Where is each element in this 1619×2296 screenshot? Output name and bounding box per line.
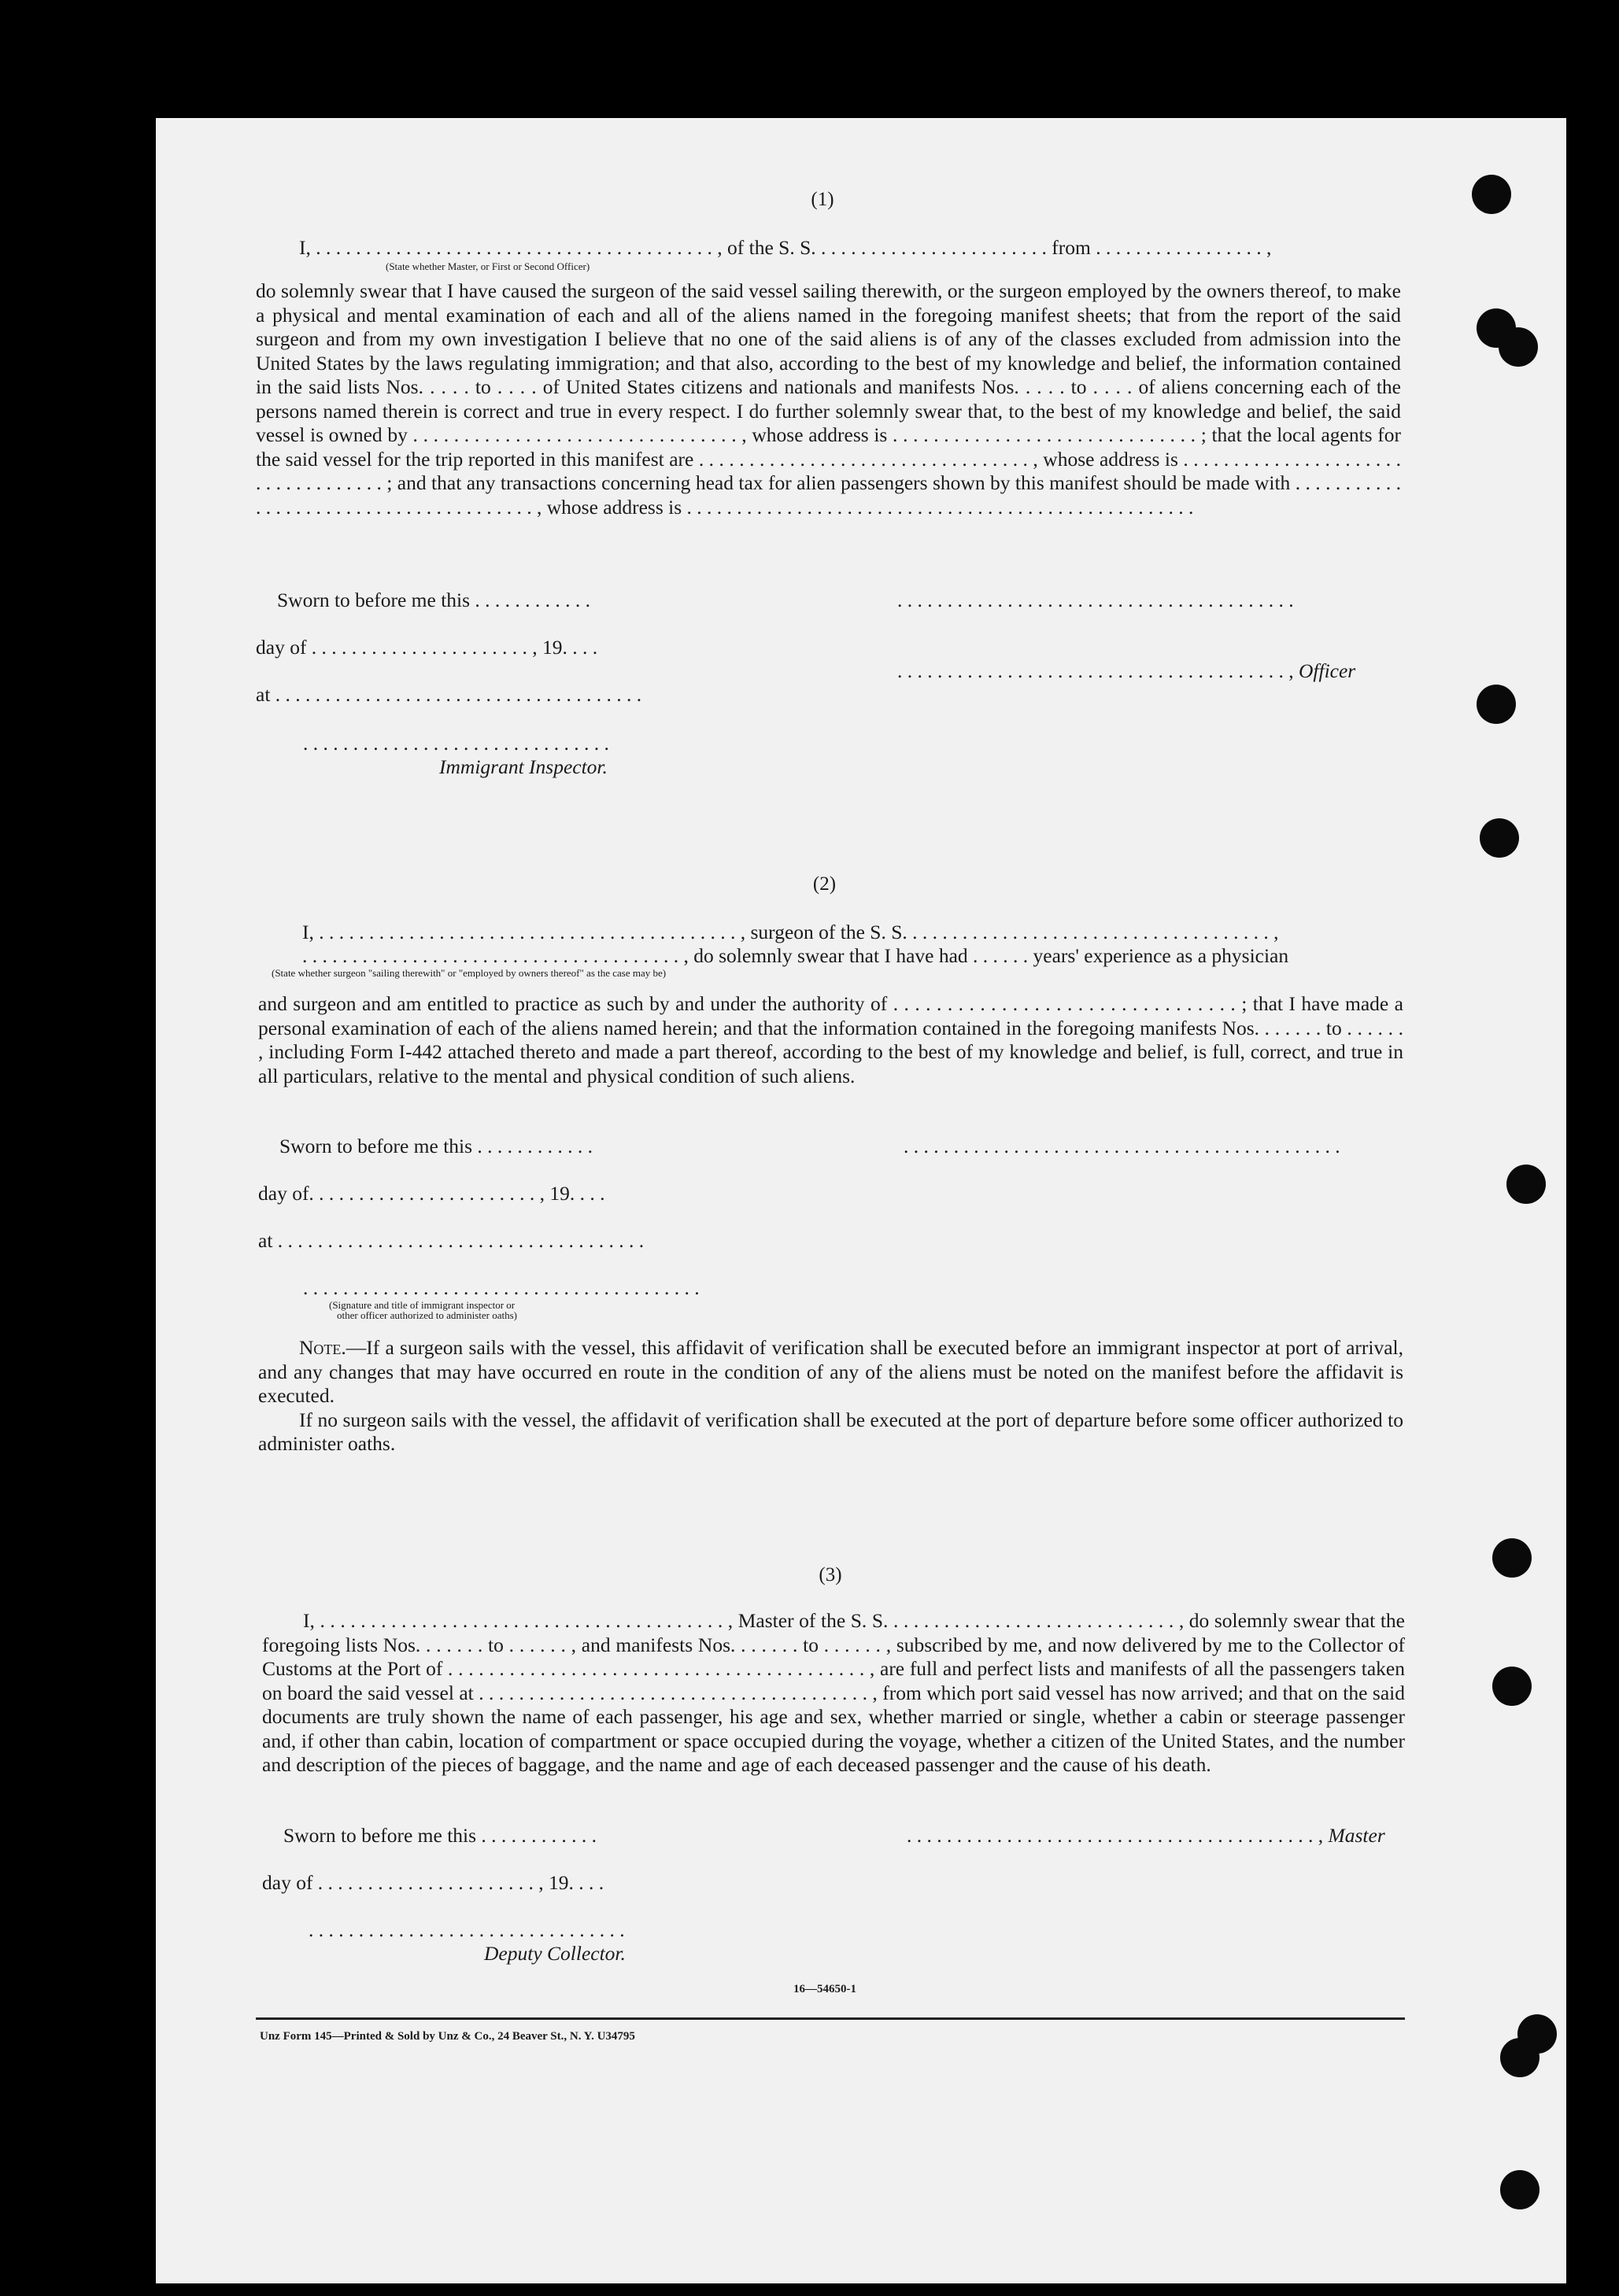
section-1-inspector-line: . . . . . . . . . . . . . . . . . . . . . . . . . . . . . . .: [303, 732, 609, 755]
footer-rule: [256, 2017, 1405, 2020]
note-label: Note.: [299, 1336, 346, 1359]
section-2-title-note-2: other officer authorized to administer oaths): [337, 1309, 517, 1321]
section-2-note-paragraph-2: If no surgeon sails with the vessel, the affidavit of verification shall be executed at the port of departure before some officer authorized to administer oaths.: [258, 1408, 1403, 1455]
section-3-collector-line: . . . . . . . . . . . . . . . . . . . . . . . . . . . . . . . .: [309, 1918, 625, 1941]
section-2-surgeon-note: (State whether surgeon "sailing therewith" or "employed by owners thereof" as the case may be): [272, 967, 667, 979]
punch-hole: [1492, 1667, 1532, 1706]
section-1-day: day of . . . . . . . . . . . . . . . . . . . . . . , 19. . . .: [256, 636, 598, 659]
section-1-signature-line: . . . . . . . . . . . . . . . . . . . . . . . . . . . . . . . . . . . . . . . .: [897, 589, 1294, 611]
punch-hole: [1506, 1165, 1546, 1204]
punch-hole: [1500, 2170, 1540, 2209]
section-2-title-note-1: (Signature and title of immigrant inspector or: [329, 1299, 516, 1311]
section-2-note: [258, 1336, 1403, 1456]
section-3-day: day of . . . . . . . . . . . . . . . . . . . . . . , 19. . . .: [262, 1871, 604, 1894]
section-1-body: [256, 279, 1401, 519]
section-3-master-dots: . . . . . . . . . . . . . . . . . . . . . . . . . . . . . . . . . . . . . . . . . ,: [907, 1824, 1324, 1847]
section-2-signature-line: . . . . . . . . . . . . . . . . . . . . . . . . . . . . . . . . . . . . . . . . . . . .: [904, 1135, 1340, 1157]
section-2-second-line: . . . . . . . . . . . . . . . . . . . . . . . . . . . . . . . . . . . . . . , do solemnly swear that I have had . . . . . . years' experience as a physician: [302, 944, 1289, 967]
printer-footer: Unz Form 145—Printed & Sold by Unz & Co., 24 Beaver St., N. Y. U34795: [260, 2030, 635, 2043]
section-3-sworn: Sworn to before me this . . . . . . . . . . . .: [283, 1824, 597, 1847]
section-1-first-line: I, . . . . . . . . . . . . . . . . . . . . . . . . . . . . . . . . . . . . . . . . , of the S. S. . . . . . . . . . . . . . . . . . . . . . . . from . . . . . . . . . . . . . . . . . ,: [299, 236, 1272, 259]
section-2-at: at . . . . . . . . . . . . . . . . . . . . . . . . . . . . . . . . . . . . .: [258, 1229, 645, 1252]
section-1-paragraph: do solemnly swear that I have caused the surgeon of the said vessel sailing therewith, or the surgeon employed by the owners thereof, to make a physical and mental examination of each and all of the aliens named in the foregoing manifest sheets; that from the report of the said surgeon and from my own investigation I believe that no one of the said aliens is of any of the classes excluded from admission into the United States by the laws regulating immigration; and that also, according to the best of my knowledge and belief, the information contained in the said lists Nos. . . . . to . . . . of United States citizens and nationals and manifests Nos. . . . . to . . . . of aliens concerning each of the persons named therein is correct and true in every respect. I do further solemnly swear that, to the best of my knowledge and belief, the said vessel is owned by . . . . . . . . . . . . . . . . . . . . . . . . . . . . . . . . , whose address is . . . . . . . . . . . . . . . . . . . . . . . . . . . . . . ; that the local agents for the said vessel for the trip reported in this manifest are . . . . . . . . . . . . . . . . . . . . . . . . . . . . . . . . . , whose address is . . . . . . . . . . . . . . . . . . . . . . . . . . . . . . . . . . . ; and that any transactions concerning head tax for alien passengers shown by this manifest should be made with . . . . . . . . . . . . . . . . . . . . . . . . . . . . . . . . . . . . . . . , whose address is . . . . . . . . . . . . . . . . . . . . . . . . . . . . . . . . . . . . . . . . . . . . . . . . . . .: [256, 279, 1401, 519]
section-3-master-label: Master: [1328, 1824, 1385, 1847]
section-3-number: (3): [819, 1564, 842, 1585]
section-2-number: (2): [812, 873, 837, 895]
punch-hole: [1477, 685, 1516, 724]
section-1-at: at . . . . . . . . . . . . . . . . . . . . . . . . . . . . . . . . . . . . .: [256, 683, 642, 706]
section-1-sworn: Sworn to before me this . . . . . . . . . . . .: [277, 589, 591, 611]
section-1-officer-note: (State whether Master, or First or Second Officer): [386, 260, 590, 272]
section-1-officer-line: [897, 659, 1355, 683]
section-2-sworn: Sworn to before me this . . . . . . . . . . . .: [279, 1135, 593, 1157]
section-2-paragraph: and surgeon and am entitled to practice as such by and under the authority of . . . . . . . . . . . . . . . . . . . . . . . . . . . . . . . . ; that I have made a personal examination of each of the aliens named herein; and that the information contained in the foregoing manifests Nos. . . . . . . to . . . . . . , including Form I-442 attached thereto and made a part thereof, according to the best of my knowledge and belief, is full, correct, and true in all particulars, relative to the mental and physical condition of such aliens.: [258, 992, 1403, 1087]
section-3-paragraph: I, . . . . . . . . . . . . . . . . . . . . . . . . . . . . . . . . . . . . . . . . , Master of the S. S. . . . . . . . . . . . . . . . . . . . . . . . . . . . . , do solemnly swear that the foregoing lists Nos. . . . . . . to . . . . . . , and manifests Nos. . . . . . . to . . . . . . , subscribed by me, and now delivered by me to the Collector of Customs at the Port of . . . . . . . . . . . . . . . . . . . . . . . . . . . . . . . . . . . . . . . . . , are full and perfect lists and manifests of all the passengers taken on board the said vessel at . . . . . . . . . . . . . . . . . . . . . . . . . . . . . . . . . . . . . . . , from which port said vessel has now arrived; and that on the said documents are truly shown the name of each passenger, his age and sex, whether married or single, whether a cabin or steerage passenger and, if other than cabin, location of compartment or space occupied during the voyage, whether a citizen of the United States, and the number and description of the pieces of baggage, and the name and age of each deceased passenger and the cause of his death.: [262, 1609, 1405, 1776]
section-3-collector-label: Deputy Collector.: [484, 1942, 626, 1965]
section-2-day: day of. . . . . . . . . . . . . . . . . . . . . . . , 19. . . .: [258, 1182, 605, 1205]
form-code: 16—54650-1: [793, 1983, 856, 1995]
section-1-officer-dots: . . . . . . . . . . . . . . . . . . . . . . . . . . . . . . . . . . . . . . . ,: [897, 659, 1294, 682]
punch-hole: [1500, 2038, 1540, 2077]
section-1-inspector-label: Immigrant Inspector.: [439, 755, 608, 778]
section-2-title-line: . . . . . . . . . . . . . . . . . . . . . . . . . . . . . . . . . . . . . . . .: [303, 1276, 700, 1299]
section-3-master-line: [907, 1824, 1385, 1848]
section-1-officer-label: Officer: [1299, 659, 1356, 682]
section-1-number: (1): [811, 189, 834, 210]
note-text: —If a surgeon sails with the vessel, this affidavit of verification shall be executed before an immigrant inspector at port of arrival, and any changes that may have occurred en route in the condition of any of the aliens must be noted on the manifest before the affidavit is executed.: [258, 1336, 1403, 1407]
punch-hole: [1499, 327, 1538, 367]
punch-hole: [1480, 818, 1519, 858]
section-2-first-line: I, . . . . . . . . . . . . . . . . . . . . . . . . . . . . . . . . . . . . . . . . . . , surgeon of the S. S. . . . . . . . . . . . . . . . . . . . . . . . . . . . . . . . . . . . . ,: [302, 921, 1279, 943]
section-2-note-paragraph: [258, 1336, 1403, 1408]
section-3-body: [262, 1609, 1405, 1777]
section-2-body: [258, 992, 1403, 1088]
